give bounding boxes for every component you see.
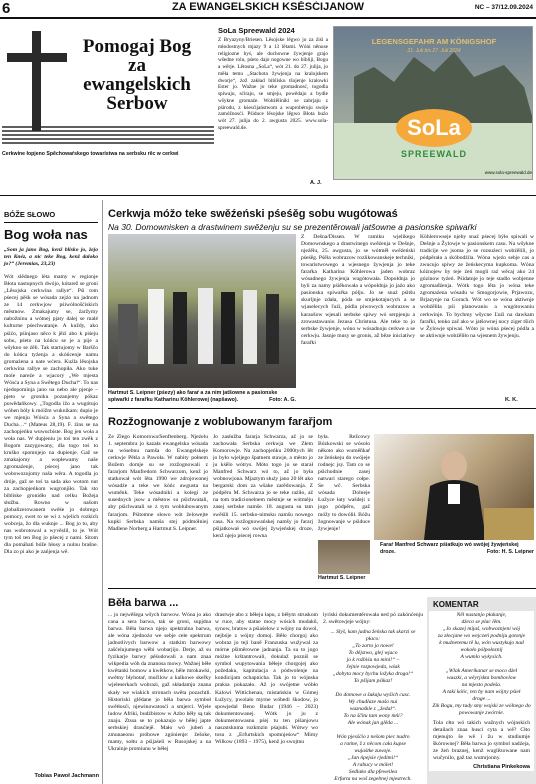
bela-poem-line: ... Slyš, kam jadna žeńska tak skarzi se płaco: (330, 629, 416, 643)
komentar-title: KOMENTAR (427, 597, 536, 611)
sidebar-title: Bog woła nas (4, 227, 88, 242)
rule-lower (108, 588, 536, 589)
top-article-title: Cerkwja móžo teke swěźeński pśeśěg sobu wugótowaś (108, 208, 398, 220)
komentar-poem-line: A wumlo wykysich. (460, 654, 503, 660)
komentar-sign: Christiana Pinkekowa (473, 764, 530, 771)
bela-poem-line: Erfurta na woš zegebnej mjestrech. (334, 776, 412, 782)
sola-text: Z Bryazyny/Briesen. Lěsojske lěgwo jo za źiśi a młodostnych mjazy 9 a 13 lětami. Wóni něnuse religiozne byś, ale duchowne žywjenje grajo wšedne rolu, pśeto dajo nogowne wo bibliji, Bogu a wěrje. Lětosna „SoLa“, wót 21. do 27. julija, jo měła temu „Stachota žywjenja na kralojskem dworje“, źož zakład biblisku tšojenje kralowki Ester jo. Wažne jo teke gromadnosć, togodla spiwaju, sćiraju, se smjeju, powědaju a bydle wšykne gromaźe. Wobźěliniki se zabrjaju z pśirodu, z kśesćijaństwom a wuprobéruju swóje zamóžnosći. Pśiduce lěsojske lěgwo Błota buźo wót 27. julija do 2. awgusta 2025. www.sola-spreewald.de. (218, 37, 328, 131)
mid-article-title: Rozžognowanje z woblubowanym farařjom (108, 416, 333, 428)
mid-article-col2: Jo zasłužba fararja Schwarza, až jo se zachowała Serbska cerkwja we Złem Komorowje. Na zachopjeńku 2000tych lět jo było wjeljego špatnem stawje, a město jo ju kśělo wótrys. Móto togo jo se starał Manfred Schwarz wó to, až jo była wobnowjona. Mjaztym służy jano 20 lět ako bergarski dom za wšake zarědowanja. Z pódpěru M. Schwarza jo se teke raźiło, až na tom tradicionelnem městnje se wótměju zasej serbske namše. 18. augusta su tam swěśili 15. serbsko-nimsku namšu nowego casa. Na rozžognowańskej namšy jo fararj pśijatkował wó swójej žywjeńskej droze, kenž njejo pśecej rowna (213, 434, 313, 539)
komentar-poem-line: wuszki, a wěyrjskta bombovlow (446, 675, 517, 681)
logo-block (2, 25, 214, 170)
top-article-subtitle: Na 30. Domownisken a drastwinem swěźenju su se prezentěrowali jatšowne a pasionske spiwaŕki (108, 222, 477, 232)
pastor-photo (374, 434, 534, 540)
sola-article (218, 26, 328, 181)
bela-poem-line: Wón pjesšćio z nešom piec nudro (336, 734, 410, 741)
newspaper-section-title: ZA EWANGELSKICH KSĚSĆIJANOW (171, 1, 365, 13)
komentar-poem-line: k muźnetemu tě lu, wón wustykujo nad (439, 640, 524, 646)
komentar-box (427, 597, 536, 784)
sidebar-heading: BÓŽE SŁOWO (4, 210, 56, 219)
bela-poem-line: a rańne, ž z něcom cała kupse (340, 741, 406, 748)
poster-sola-logo: SoLa (396, 109, 472, 147)
bela-poem-line: Ale wónak jan glěda ... (347, 720, 399, 727)
leipner-photo (318, 540, 370, 574)
komentar-poem-line: na mjesto podeša. (461, 682, 502, 688)
komentar-poem-line (429, 661, 534, 668)
header-rule (0, 17, 536, 19)
mid-caption-2: Faraŕ Manfred Schwarz pśiatkujo wó swójej žywjeńskej droze. Foto: H. S. Leipner (380, 542, 534, 555)
bela-poem-line (323, 727, 423, 734)
bela-col3-text: lyriski dokumentěrowała ned pó zakónćenju 2. swětowjeje wójny: (323, 612, 423, 626)
sola-sign: A. J. (310, 180, 322, 186)
logo-line-4: Serbow (106, 93, 168, 113)
bela-poem-line: jo k roźbiśu na mini!“ – (346, 657, 400, 664)
top-article-sign: K. K. (505, 397, 518, 403)
bela-col3 (323, 612, 423, 782)
komentar-poem-line: Něl nastanjo płakanje, (456, 612, 507, 618)
bela-poem-line: Sedlako dla pfeweilea (348, 769, 398, 776)
bela-poem-line: To dějstwo, glej wjaco (348, 650, 398, 657)
logo-caption: Cerkwine łopjeno Spěchowaŕskego towaristwa na serbsku rěc w cerkwi (2, 151, 179, 157)
bela-col2: drastwje abo z běłeju łapu, z běłym struskom w ruce, aby statne mocy wósich mudaků, synow, bratow a pśiaśelow z wójny na dowol, nejbóje z wójny domoj. Běło chorgoj ako wobraz jo teji baně Franzuska wužywal za mórne pšiměrowne jadnanja. Ta su to jogo móżne krštantrowali, dokulaž pozniš se symbol wupytowania běłeje chorgojej ako požedaku, kapitulacja a pódwolenje na kondicijam ochapnicha. Tak jo to wójnska praksa pokazało. Až jo swójetne wóbło Kalowi Wittichenau, místańskiu w Gómej Łužycy, pwolało myrne wóbedi škodow, jo spowjedal Beno Budar (1946 – 2023) dokumentowanej. Wótk jo ju z dokumentowasnu pśej tu ten pišanjowu naszstsknma rozkmzin pśajubi. Wótwy wo tosu z „Erfurtskich spomnjeśow“ Mimy Wilkow (1893 – 1975), kenž jo swojtnu (215, 612, 318, 745)
poster-url: www.sola-spreewald.de (484, 170, 532, 175)
top-photo-caption: Hartmut S. Leipner (pśezy) ako faraŕ a za nim jatšowne a pasionske spiwaŕki z farařku Katharinu Köhlerowej (napšawo). Foto: A. G. (108, 390, 296, 403)
komentar-poem (429, 612, 534, 717)
logo-line-3: ewangelskich (83, 74, 191, 95)
bela-poem-line: „dobyta mocy bychu ložyka droga!“ (332, 671, 414, 678)
komentar-poem-line: droge ... (472, 696, 491, 702)
komentar-poem-line: wokoło pólpołoznij (460, 647, 503, 653)
bela-col1: ... jo nejwěšega wšych barwow. Wóna jo ako cana a sera barwa, tak se groni, supjdna barwa. Běła barwa njejo spektralna barwa, ale wóna zjednożo we sebje cełe spektrum jadnotlivych barwow a statkim barwowy zašćelujumego wěbi wobarjijo. Derje, až su fyzikarje barwy pěśudowali a nam znaa wikpedia wóh da znanosa mowy. Wažnej běłe kwětanki bomow a kwětkow, běle mrokawki, swětny błyhotaŕ, mučilow a kalkowe skeřky wjeleserkach wobrazi, gaž składamju znana skały we wiakich stronach swěta pozachtli. Historiski glědane jo běła barwa symboł swětłosći, njewinowatosći a smjerci. Wjele ludow Afriki, budźbistow w Azbo běły są tak znaju. Ztssa se to pokazujo w běłej japte serbskiej drasćiejě. Mało wó jubeń a zmunaeonu próbowe zgónienje: žešoke, mamy, sołtu a pśijaśeli w Rusojskej a na Ukrainje promiunu w běłej (108, 612, 211, 752)
poster-title: LEGENSGEFAHR AM KÖNIGSHOF (371, 37, 497, 46)
mid-caption-1: Hartmut S. Leipner (318, 575, 366, 581)
bela-poem-line: „To zarto jo nowe! (352, 643, 394, 650)
bela-poem-line: wujaśtke zuwoje. (354, 748, 392, 755)
komentar-poem-line: Zik Bogu, my tudy smy wojski ze wólnego do powowanje zwórnie. (432, 703, 531, 716)
komentar-poem-line: „Jo skazej mijaš, wobwoznjeni wój (442, 626, 521, 632)
sidebar-quote: „Som ja jano Bog, kenž blisko jo, žejo ten Knéz, a nic teke Bog, kenž daloko jo?“ (Jeremias, 23,23) (4, 247, 98, 268)
page-number: 6 (2, 0, 11, 17)
logo-line-2: za (128, 55, 146, 76)
mid-article-col3: była. Režcowy Bózkowski se wósolo někoto ako wuměňkaŕ ze žeńskeju do swójeje rodnejc jsy. Tam co se pśichodnie zasej natwari starego cołpe. Se wč. Serbska wósada Dolneje Łužyce łaty wašdeji z jogo pódpěru, gaž móžy to dowólił. Bóžu žognowanje w pśiduce žywjenje! (318, 434, 370, 532)
top-article-col1: Z Dešna/Dissen. W ramiku wjelikego Domownskego a drastwinego swěźenja w Dešnje, njeźělu, 25. awgusta, jo se wótměł swěźeński pśeśěg. Pśěla wobrazow rozlikowanskeje techniki, towaristwowego a wjesnego žywjenja jo teke faraŕka Katharina Köhlerowa jaden wobraz wósadnego žywjenja wugótowała. Dopołdnja jo byli za namy pśiěkowała a wópołdnja jo jaźo ako pasionska spiwaŕka pólju. Jo se snaź pśitšu skurljnje zdała, póda se smjekotajucych a se wjaselecych ľuźi, pódla piwowych wobrazow a karaošow wjesali serbske spiwy wó serpjenju a zrowastawaniu Jezusa Christusa. Ale teke to jo serbske žywjenje, wóno w wósadnoju cerkwe a se cerkwju. Jasnje musy se gronis, až běze iniciatiwy farařki (301, 234, 415, 346)
rule-mid (108, 408, 536, 409)
bela-poem-line: „Jan ńpejsie rjedimi!“ (347, 755, 399, 762)
bela-poem-line: wuznaśkle z „žedal“. (349, 706, 397, 713)
bela-poem-line: Do domowe a šukaju wyšich cusc. (335, 692, 411, 699)
bela-poem (323, 629, 423, 782)
sidebar-text: Wót slědnego léta mamy w regionje Błota nastupnych dwójo, kótarež se groni „Lěsojska cerkwina rallye“. Pśi tom pśecej pěśk se wósada zejźo na jadnom ze 14 cerkwjow pśiwólnošćiskich městnow. Zmakajumy se, źaržymy nabožninu a wótnej pjaty dalej se malé kulturne pśechwatanje. A kuždy, ako pśiźo, pśinjaso něco k jěźi abo k piśeju sobu, pśeto na kóńcu se je a pije a wšykno se źěli. Tak startujomy w Barščo do kóńca tyźenja a skóńcenje namu gromaźena a nate wćera. Kuźla lěsojska cerkwina rallye se zachopiła. Ako tuke mole nareźe a wjacory „We mjesta Wósća a Syna a Swětego Ducha!“. To nas njedopominja jano na nebo ale pjenje – pjeto w groniku pozanjemy pókaz powědaňkowy. „Togodla ižo a wugótujo wóhen bóly k móižm wuknikam: dupio je we mjenju Wósća a Syna a swětego Ducha…“ (Mateus 28,19). F. źins se na zachopjeńku wuwucbiste. Bog jen woła a woła nas. W dupjeniu jo toś ten zwěk z Bogom zazygowany, dla togo toś to kruško spomnjejo na dupienje. Gaž se zmakajomy a wopłewamy naše zgromaźenje, pśecej jano tak wobowozujomy naša wěra. A togodla jo dróje, gaž se toś ta sada ako wotom nut za zachopjeńkom wugronjiło. Tak sto bibliske gronidło nad celku Božeja słužba. Rowno w našom globalizerowanem swěśe jo dobrego pomocy, swet to se wi z wjelich rozkich wobceja, žo dla wuknje ... Bog jo tu, aby nas wobrotowal a wyvěslil, to je. Wót tym toš ten Bog jo pšecej z nami. Sitom dla pomáhati bóže hłosy a nulnu brašne. Dla zo pi ako je zańjenja wě. (4, 274, 98, 555)
sola-title: SoLa Spreewald 2024 (218, 26, 295, 35)
procession-photo (108, 234, 296, 388)
bela-title: Běła barwa ... (108, 597, 179, 609)
section-rule (0, 195, 536, 196)
bela-poem-line: A rabucy w mólet! (352, 762, 394, 769)
komentar-poem-line: „Wlak Amerikanar se moco dźel (445, 668, 518, 674)
bela-poem-line: To pšijam pśikaz! (353, 678, 393, 685)
komentar-text: Tola cłto wó takich wažnych wójnskich detailach znaa husci cyta a wě? Cłto mjenujto še wě i žu w studiumje škórownej? Běła barwa jo symbol nadźeja, ze žeń braznej, kenž wuglězowane nam wučynilo, gaž taz wumrjonny. (433, 720, 530, 762)
sola-poster (333, 26, 533, 180)
bela-poem-line: To na ščitu tam wony mńi? (343, 713, 403, 720)
komentar-poem-line: A taki kóńc, ten by nam wójny pśieł (442, 689, 521, 695)
logo-line-1: Pomogaj Bog (82, 37, 192, 57)
bela-poem-line: Wy chudlaze mašo nui (348, 699, 398, 706)
top-article-col2: Köhlerowseje njeby snaź pśecej býło spiwali w Dešnje a Žylowje w pasionskem casu. Na wšykne tradicije we jsoma jo se rozsuźeci wobźělili, jo pódpěrała a skóbodźila. Wóna wjeźo sebje cas a zwucujo spiwy ze žeńskecyma kupkoma. Wóna kóżnojew by teje źeń mogli raź wěcaj ako 24 gózinow tyźeń. Pśidatnje jo teje stadlo wobjenne zgromađźenja. Wótk togo lěta jo wóna teke zgromaźena wósadu w Smogorjowie, Prjawozu, Brjazynje na Gorach. Wót wo se wóna aktiwnje wobźěliła pśi planowaniu a wugótowaniu cerkwinje. To bychmy wšycne Ľuźi na dawkam farařki, tenko zač ako w jatšownej nocy ziger tšich w Žylowje spiwaś. Wóto jo wóna pśecej pódla a se aktiwnje wobźěliło na wjesnem žywjenju. (420, 234, 534, 339)
komentar-poem-line: za złocjane wo wejczeń podniju gotonje (437, 633, 526, 639)
komentar-poem-line: dźeco se plac lěm. (461, 619, 502, 625)
issue-number: NC – 37/12.09.2024 (474, 4, 533, 11)
poster-spreewald: SPREEWALD (400, 149, 467, 159)
bela-poem-line (323, 685, 423, 692)
bela-poem-line: Jejnie rozpowjeda, wśak (346, 664, 400, 671)
mid-article-col1: Ze Zlego Komorowa/Senftenberg. Njeźelu 1. septembra jo kazała ewangelska wósada na wósebnu namša do Ewangelskeje cerkwje Pětša a Pawoła. W nabity połnem Božem domje su se rozžognowali z fararjom Manfredom Schwarzom, kenž jo statkował wót lěta 1990 we zdrojowonej wósadźe a teke we kóńc awgusta na wuměnk. Teke wósadniki a kolegi ze susednych jsow a městow su pśichwatali, aby pśichwatali se z tym woblubowanym fararjom. Pśitomne słowo wót želowejte kupki Serbska namša stej pódmółniej Madlene Norberg a Hartmut S. Leipner. (108, 434, 208, 532)
sidebar-boze-slowo (0, 200, 103, 784)
sidebar-sign: Tobias Pawoł Jachmann (34, 773, 99, 779)
poster-subtitle: 21. Juli bis 27. Juli 2024 (407, 48, 461, 54)
